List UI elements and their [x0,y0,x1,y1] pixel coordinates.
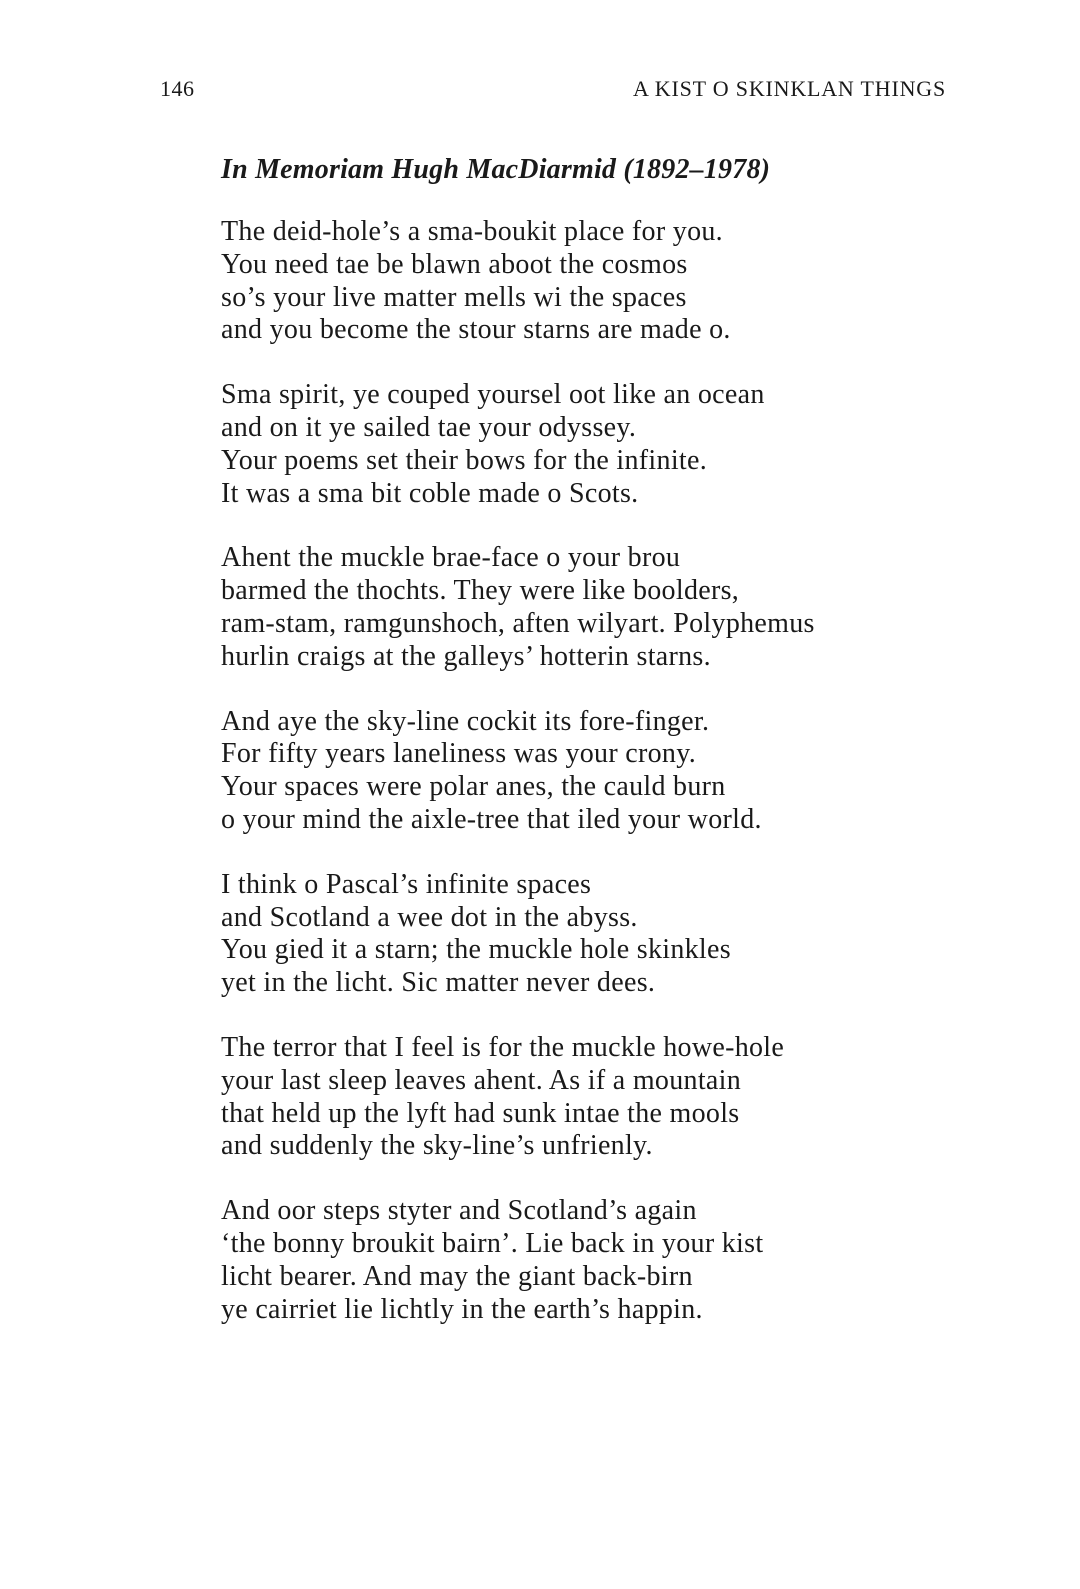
poem-line: I think o Pascal’s infinite spaces [221,868,592,900]
poem-line: Ahent the muckle brae-face o your brou [221,542,681,574]
poem-line: It was a sma bit coble made o Scots. [221,477,639,509]
stanza-6 [221,1032,981,1163]
poem-line: that held up the lyft had sunk intae the mools [221,1097,740,1129]
poem-line: You need tae be blawn aboot the cosmos [221,248,688,280]
page-number: 146 [160,76,195,101]
poem-line: The deid-hole’s a sma-boukit place for you. [221,216,723,247]
poem-line: and Scotland a wee dot in the abyss. [221,901,638,933]
poem-line: And aye the sky-line cockit its fore-finger. [221,705,710,737]
poem-line: ram-stam, ramgunshoch, aften wilyart. Polyphemus [221,607,815,639]
poem-line: You gied it a starn; the muckle hole skinkles [221,934,731,966]
poem-line: so’s your live matter mells wi the spaces [221,281,687,313]
running-head [160,76,946,106]
stanza-3 [221,542,981,673]
poem-line: your last sleep leaves ahent. As if a mountain [221,1064,742,1096]
stanza-1 [221,216,981,347]
poem-line: licht bearer. And may the giant back-birn [221,1260,693,1292]
stanza-7 [221,1195,981,1326]
poem-line: and you become the stour starns are made o. [221,314,731,346]
poem-title: In Memoriam Hugh MacDiarmid (1892–1978) [221,154,771,185]
poem-line: For fifty years laneliness was your crony. [221,738,696,770]
poem-line: The terror that I feel is for the muckle howe-hole [221,1031,785,1063]
poem-line: Your spaces were polar anes, the cauld burn [221,771,726,803]
poem-line: o your mind the aixle-tree that iled your world. [221,803,762,835]
poem-line: and on it ye sailed tae your odyssey. [221,411,637,443]
poem [221,150,981,1358]
poem-line: barmed the thochts. They were like boolders, [221,575,740,607]
poem-line: Your poems set their bows for the infinite. [221,444,708,476]
poem-line: And oor steps styter and Scotland’s again [221,1195,697,1227]
stanza-2 [221,379,981,510]
poem-line: ‘the bonny broukit bairn’. Lie back in your kist [221,1227,764,1259]
book-title: A KIST O SKINKLAN THINGS [633,76,946,101]
poem-line: and suddenly the sky-line’s unfrienly. [221,1130,653,1162]
poem-line: yet in the licht. Sic matter never dees. [221,967,656,999]
poem-line: Sma spirit, ye couped yoursel oot like an ocean [221,379,765,411]
stanza-5 [221,869,981,1000]
poem-line: hurlin craigs at the galleys’ hotterin starns. [221,640,711,672]
poem-line: ye cairriet lie lichtly in the earth’s happin. [221,1293,703,1325]
stanza-4 [221,706,981,837]
